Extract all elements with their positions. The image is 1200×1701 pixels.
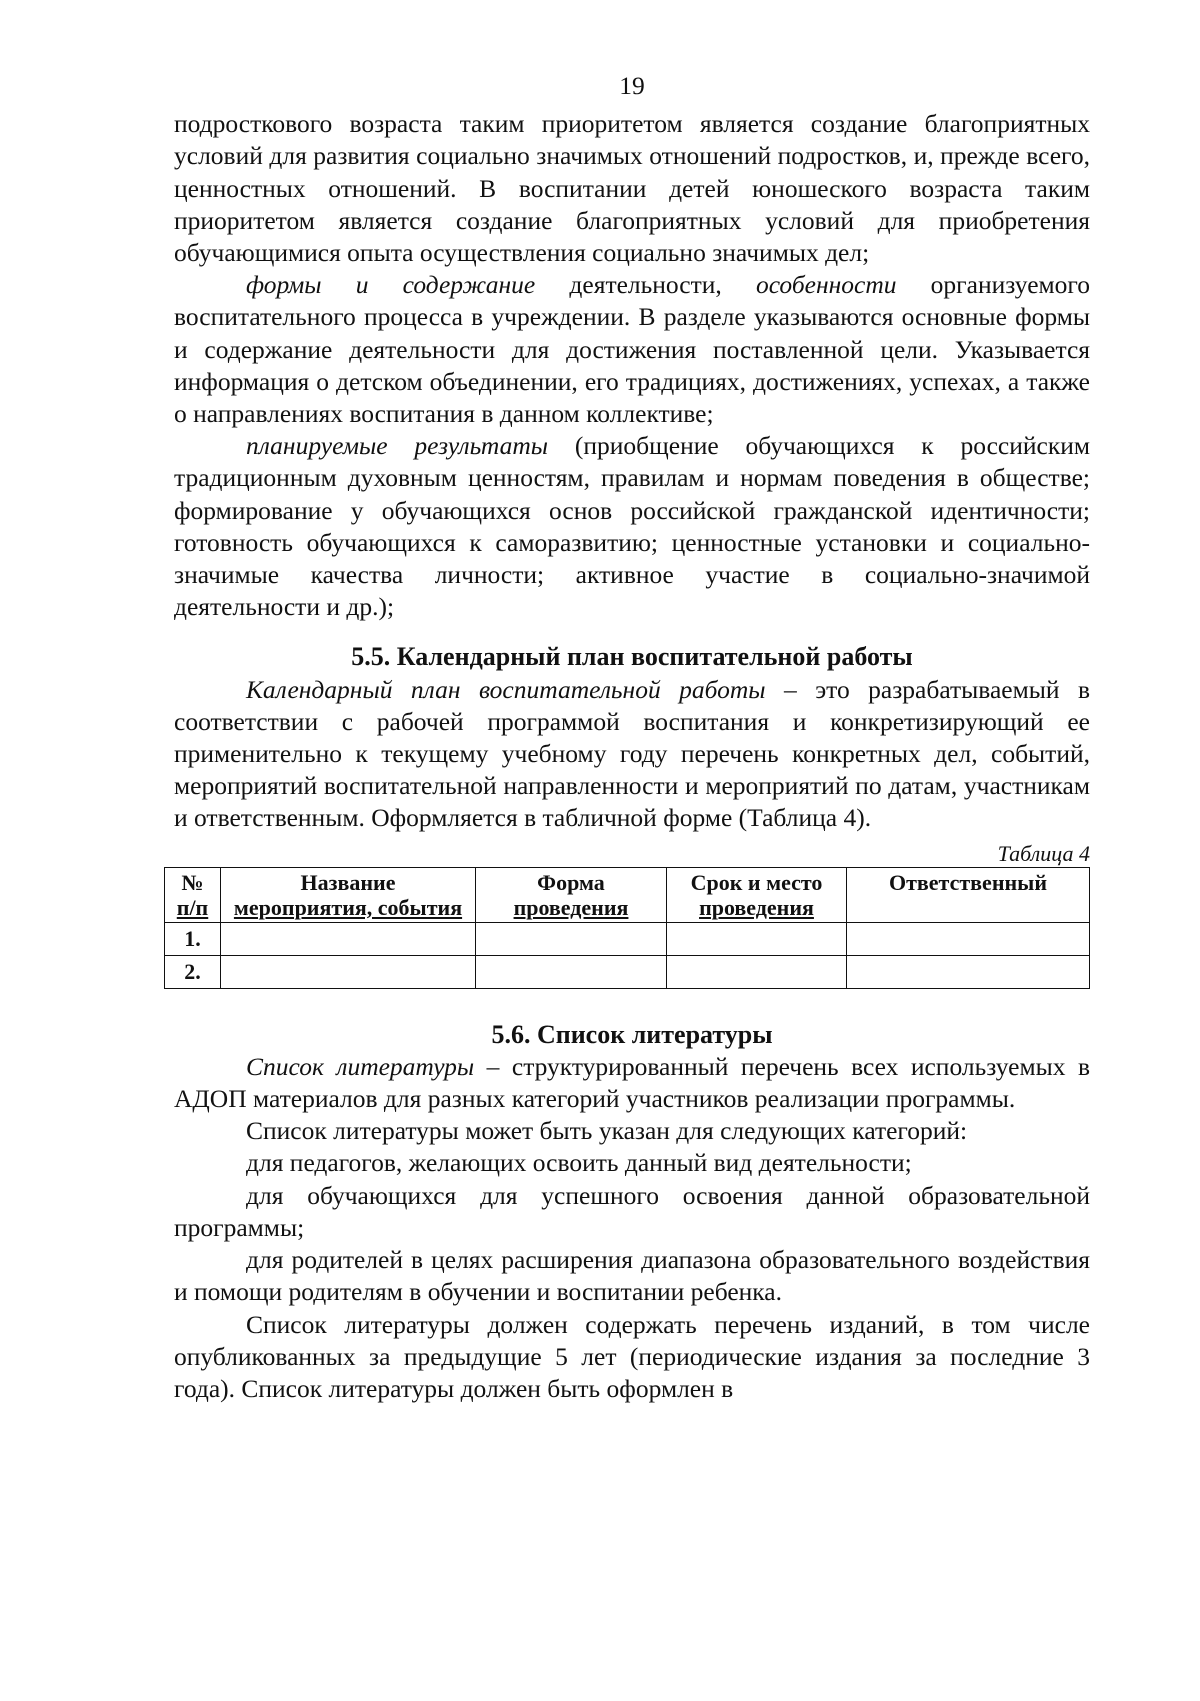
table-cell xyxy=(847,955,1090,988)
table-cell xyxy=(847,922,1090,955)
header-responsible xyxy=(847,867,1090,922)
italic-term-literature: Список литературы xyxy=(246,1051,475,1081)
paragraph-planned-results xyxy=(174,430,1090,623)
table-cell xyxy=(221,955,476,988)
table-caption: Таблица 4 xyxy=(997,840,1090,866)
italic-term-results: планируемые результаты xyxy=(246,431,549,461)
header-line: Форма xyxy=(537,869,605,895)
header-line: п/п xyxy=(176,894,209,920)
header-form xyxy=(476,867,667,922)
header-line: мероприятия, события xyxy=(233,894,463,920)
italic-term-calendar-plan: Календарный план воспитательной работы xyxy=(246,674,766,704)
italic-term-features: особенности xyxy=(755,270,897,300)
paragraph-for-teachers: для педагогов, желающих освоить данный вид деятельности; xyxy=(246,1148,912,1178)
document-page xyxy=(174,70,1090,1405)
paragraph-for-students: для обучающихся для успешного освоения данной образовательной программы; xyxy=(174,1180,1090,1242)
table-cell: 2. xyxy=(165,955,221,988)
section-heading-5-5: 5.5. Календарный план воспитательной работы xyxy=(351,642,913,672)
table-cell xyxy=(221,922,476,955)
paragraph-text: организуемого воспитательного процесса в учреждении. В разделе указываются основные формы и содержание деятельности для достижения поставленной цели. Указывается информация о детском объединении, его традициях, достижениях, успехах, а также о направлениях воспитания в данном коллективе; xyxy=(174,270,1090,429)
paragraph-calendar-plan xyxy=(174,674,1090,835)
paragraph-text: – это разрабатываемый в соответствии с рабочей программой воспитания и конкретизирующий ее применительно к текущему учебному году перечень конкретных дел, событий, мероприятий воспитательной направленности и мероприятий по датам, участникам и ответственным. Оформляется в табличной форме (Таблица 4). xyxy=(174,674,1090,833)
table-cell xyxy=(476,922,667,955)
table-cell xyxy=(476,955,667,988)
paragraph-text: деятельности, xyxy=(535,270,756,300)
paragraph-text: (приобщение обучающихся к российским традиционным духовным ценностям, правилам и нормам поведения в обществе; формирование у обучающихся основ российской гражданской идентичности; готовность обучающихся к саморазвитию; ценностные установки и социально-значимые качества личности; активное участие в социально-значимой деятельности и др.); xyxy=(174,431,1090,622)
header-line: Ответственный xyxy=(888,869,1048,895)
header-time-place xyxy=(667,867,847,922)
table-row xyxy=(165,922,1090,955)
paragraph-for-parents: для родителей в целях расширения диапазона образовательного воздействия и помощи родителям в обучении и воспитании ребенка. xyxy=(174,1245,1090,1307)
table-cell: 1. xyxy=(165,922,221,955)
paragraph-priorities: подросткового возраста таким приоритетом является создание благоприятных условий для развития социально значимых отношений подростков, и, прежде всего, ценностных отношений. В воспитании детей юношеского возраста таким приоритетом является создание благоприятных условий для приобретения обучающимися опыта осуществления социально значимых дел; xyxy=(174,109,1090,268)
paragraph-literature-content: Список литературы должен содержать перечень изданий, в том числе опубликованных за предыдущие 5 лет (периодические издания за последние 3 года). Список литературы должен быть оформлен в xyxy=(174,1309,1090,1403)
paragraph-literature-definition xyxy=(174,1051,1090,1115)
calendar-plan-table xyxy=(164,867,1090,989)
header-name xyxy=(221,867,476,922)
italic-term-forms: формы и содержание xyxy=(246,270,536,300)
paragraph-text: – структурированный перечень всех используемых в АДОП материалов для разных категорий участников реализации программы. xyxy=(174,1051,1090,1114)
section-heading-5-6: 5.6. Список литературы xyxy=(491,1019,773,1049)
header-line: № xyxy=(181,869,204,895)
paragraph-literature-categories: Список литературы может быть указан для следующих категорий: xyxy=(246,1116,968,1146)
table-row xyxy=(165,955,1090,988)
table-cell xyxy=(667,955,847,988)
header-line: Название xyxy=(300,869,396,895)
table-cell xyxy=(667,922,847,955)
table-header-row xyxy=(165,867,1090,922)
header-number xyxy=(165,867,221,922)
header-line: проведения xyxy=(699,894,814,920)
page-number: 19 xyxy=(619,71,645,100)
header-line: проведения xyxy=(513,894,629,920)
header-line: Срок и место xyxy=(690,869,823,895)
paragraph-forms-content xyxy=(174,269,1090,430)
